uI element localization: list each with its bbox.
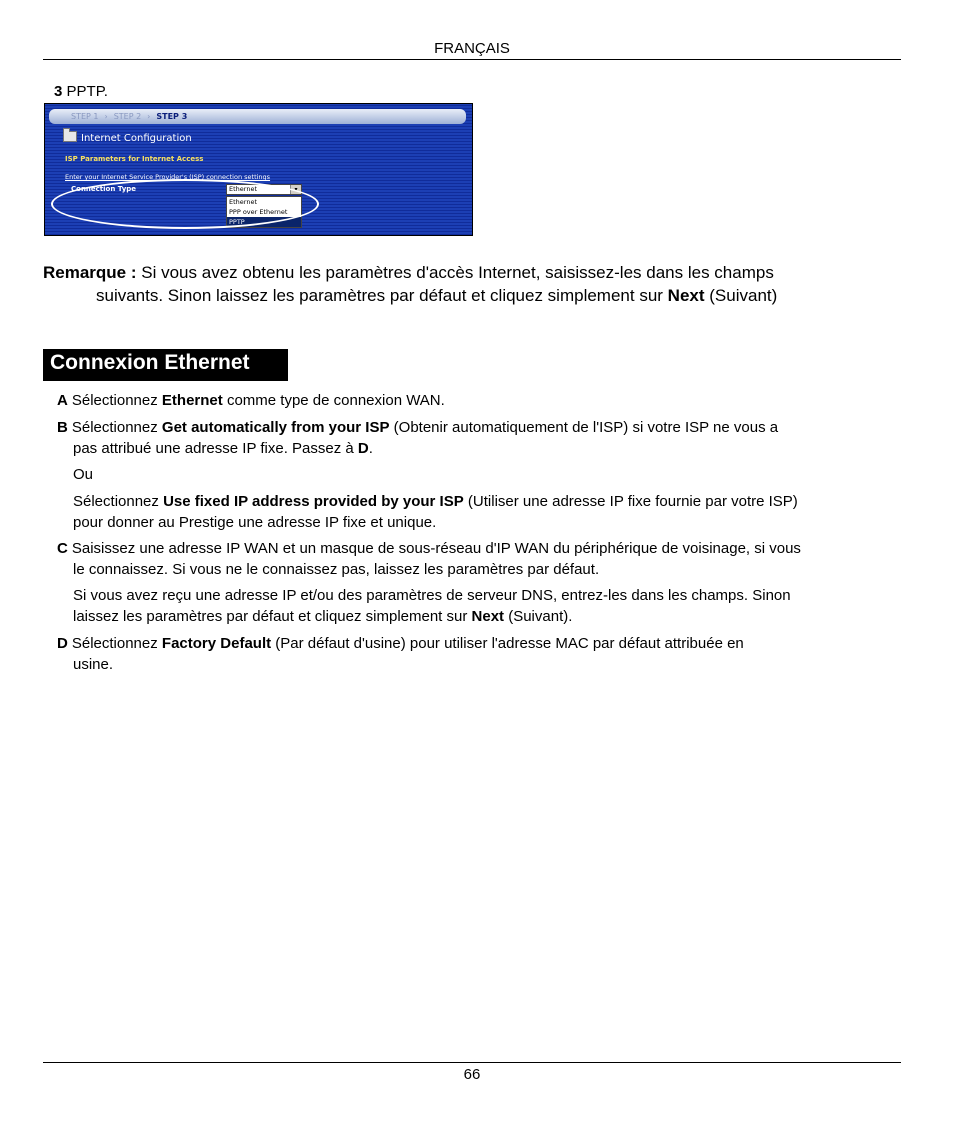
shot-title [63,131,192,144]
note-line2-end: (Suivant) [709,286,778,305]
item-b-label: B [57,419,68,436]
folder-icon [63,131,77,142]
shot-title-text: Internet Configuration [81,133,192,144]
chevron-down-icon[interactable]: ▾ [290,185,301,194]
item-a-after: comme type de connexion WAN. [226,392,445,409]
item-c [57,538,897,580]
step-number: 3 [54,83,63,100]
item-a-label: A [57,392,68,409]
item-d-bold: Factory Default [161,635,272,652]
option-ethernet[interactable]: Ethernet [229,198,257,206]
option-pptp[interactable]: PPTP [227,217,301,227]
header-language: FRANÇAIS [434,40,510,57]
section-title: Connexion Ethernet [43,349,288,381]
item-b-after: (Obtenir automatiquement de l'ISP) si votre ISP ne vous a [393,419,779,436]
wizard-step-3: STEP 3 [156,112,188,121]
wizard-step-2: STEP 2 [113,112,142,121]
item-a-before: Sélectionnez [71,392,158,409]
enter-settings-text: Enter your Internet Service Provider's (ISP) connection settings [65,173,271,181]
header-rule [43,59,901,60]
item-b2-bold: Use fixed IP address provided by your ISP [163,493,464,510]
item-d [57,633,897,675]
item-c2 [73,585,897,627]
wizard-steps [49,109,466,124]
highlight-ellipse [51,179,319,229]
item-b [57,417,897,459]
note-line2 [43,284,883,307]
note-line2-text: suivants. Sinon laissez les paramètres par défaut et cliquez simplement sur [96,286,663,305]
item-b-line2 [57,438,897,459]
wizard-step-1: STEP 1 [71,112,99,121]
step-text: PPTP. [66,83,108,100]
item-b2 [73,491,897,533]
item-b-line2-text: pas attribué une adresse IP fixe. Passez à [73,440,354,457]
selected-value: Ethernet [229,185,257,193]
footer-rule [43,1062,901,1063]
isp-heading: ISP Parameters for Internet Access [65,155,204,163]
item-d-label: D [57,635,68,652]
item-b2-after: (Utiliser une adresse IP fixe fournie par votre ISP) [467,493,798,510]
item-d-line2: usine. [73,656,114,673]
step-separator-icon: › [147,112,151,121]
item-c2-next-bold: Next [471,608,505,625]
item-c2-line2 [73,606,897,627]
item-b2-line2: pour donner au Prestige une adresse IP fixe et unique. [73,514,437,531]
item-b-before: Sélectionnez [71,419,158,436]
item-c2-line2-text: laissez les paramètres par défaut et cliquez simplement sur [73,608,468,625]
item-d-after: (Par défaut d'usine) pour utiliser l'adresse MAC par défaut attribuée en [275,635,744,652]
item-c-line2: le connaissez. Si vous ne le connaissez pas, laissez les paramètres par défaut. [73,561,600,578]
note-label: Remarque : [43,263,137,282]
note-next-bold: Next [667,286,705,305]
config-screenshot [44,103,473,236]
item-c2-line2-end: (Suivant). [508,608,573,625]
item-c-line1: Saisissez une adresse IP WAN et un masque de sous-réseau d'IP WAN du périphérique de voisinage, si vous [71,540,801,557]
item-b-bold: Get automatically from your ISP [161,419,390,436]
note-line1: Si vous avez obtenu les paramètres d'accès Internet, saisissez-les dans les champs [141,263,774,282]
item-c2-line1: Si vous avez reçu une adresse IP et/ou des paramètres de serveur DNS, entrez-les dans les champs. Sinon [73,587,791,604]
or-text: Ou [73,466,94,483]
option-pppoe[interactable]: PPP over Ethernet [229,208,288,216]
connection-type-label: Connection Type [71,185,137,193]
step-separator-icon: › [104,112,108,121]
item-d-before: Sélectionnez [71,635,158,652]
page-number: 66 [463,1066,481,1083]
item-b-line2-bold: D [357,440,369,457]
item-a-bold: Ethernet [161,392,223,409]
item-a [57,390,897,411]
item-c-label: C [57,540,68,557]
step-line [54,83,108,100]
note [43,261,883,307]
item-b2-before: Sélectionnez [73,493,159,510]
item-b-line2-end: . [368,440,373,457]
